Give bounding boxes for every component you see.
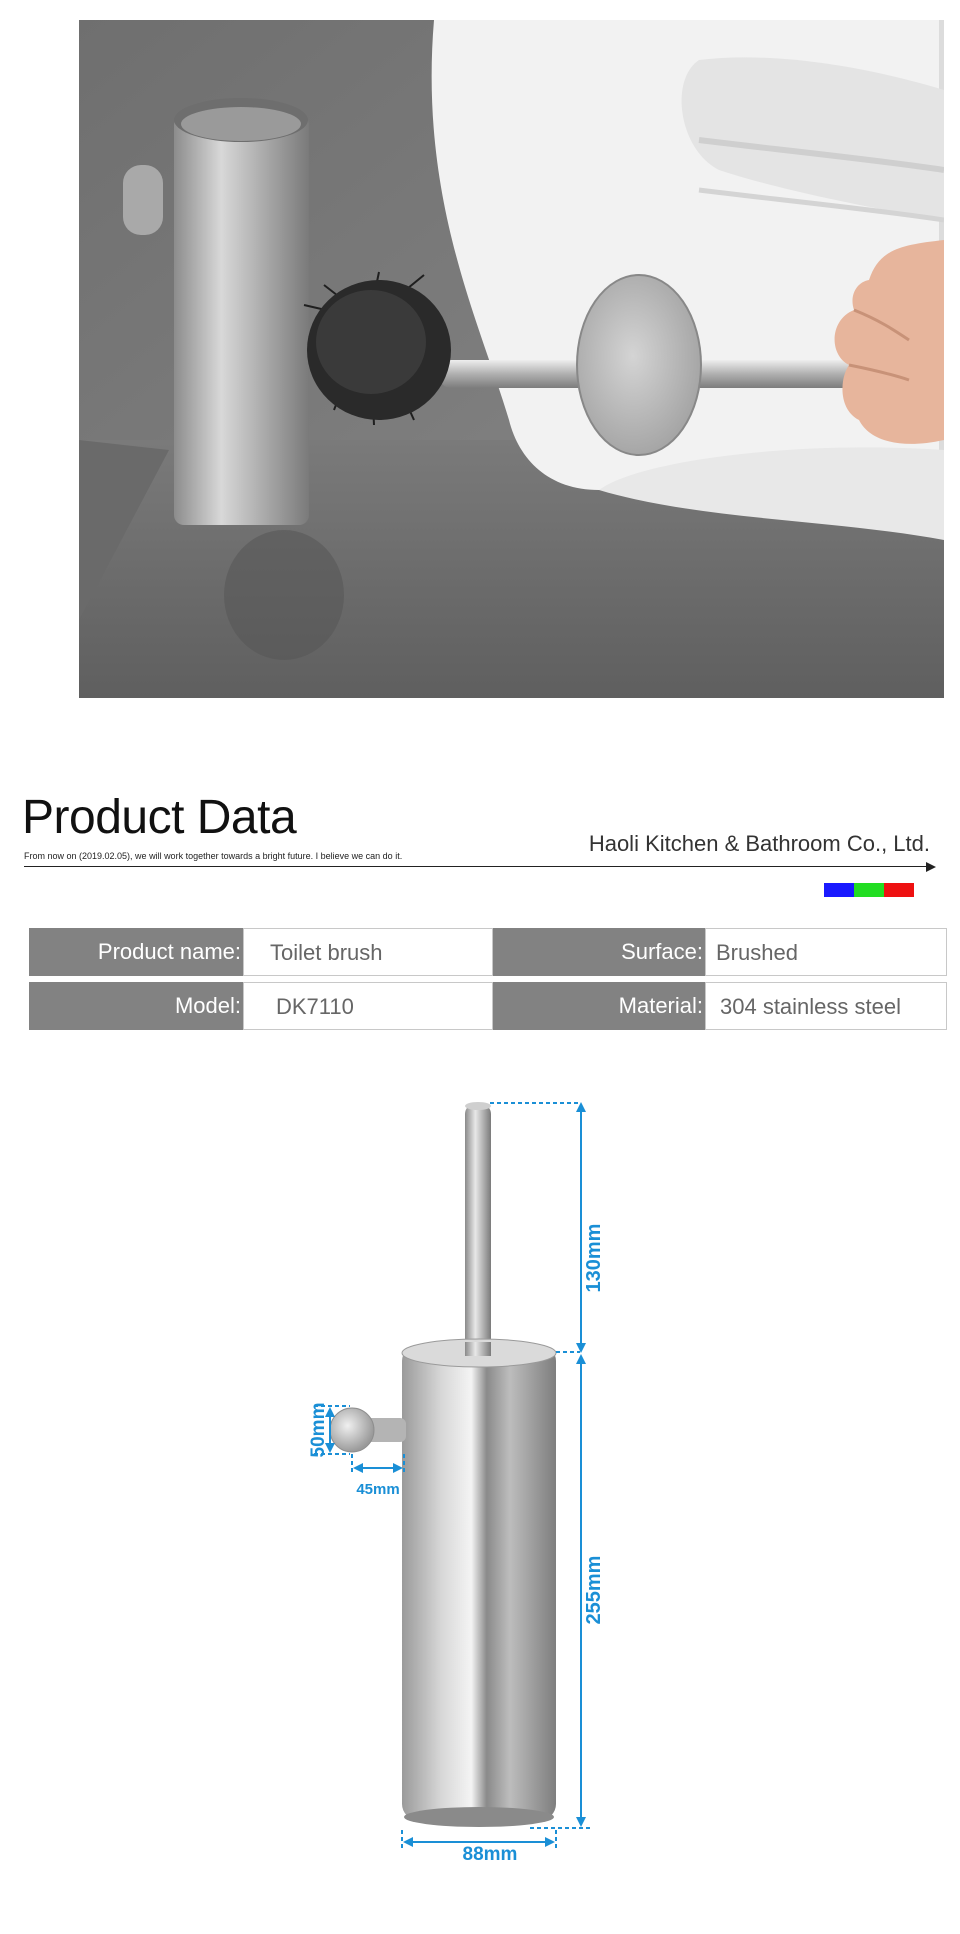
page-title: Product Data — [22, 791, 297, 844]
handle-height-label: 130mm — [583, 1223, 605, 1293]
holder-height-label: 255mm — [583, 1555, 605, 1625]
red-swatch — [884, 883, 914, 897]
divider-line — [24, 866, 930, 867]
arrow-icon — [926, 862, 936, 872]
bracket-height-label: 50mm — [308, 1402, 329, 1458]
surface-value: Brushed — [705, 928, 947, 976]
model-label: Model: — [29, 982, 243, 1030]
model-value: DK7110 — [243, 982, 493, 1030]
spec-table — [29, 928, 947, 1033]
dimension-diagram — [290, 1090, 660, 1860]
green-swatch — [854, 883, 884, 897]
product-name-value: Toilet brush — [243, 928, 493, 976]
surface-label: Surface: — [493, 928, 705, 976]
company-name: Haoli Kitchen & Bathroom Co., Ltd. — [588, 831, 930, 856]
material-value: 304 stainless steel — [705, 982, 947, 1030]
bracket-depth-label: 45mm — [356, 1481, 400, 1498]
blue-swatch — [824, 883, 854, 897]
product-photo — [79, 20, 944, 698]
product-name-label: Product name: — [29, 928, 243, 976]
diameter-label: 88mm — [462, 1844, 518, 1860]
material-label: Material: — [493, 982, 705, 1030]
tagline: From now on (2019.02.05), we will work together towards a bright future. I believe we can do it. — [24, 851, 403, 861]
